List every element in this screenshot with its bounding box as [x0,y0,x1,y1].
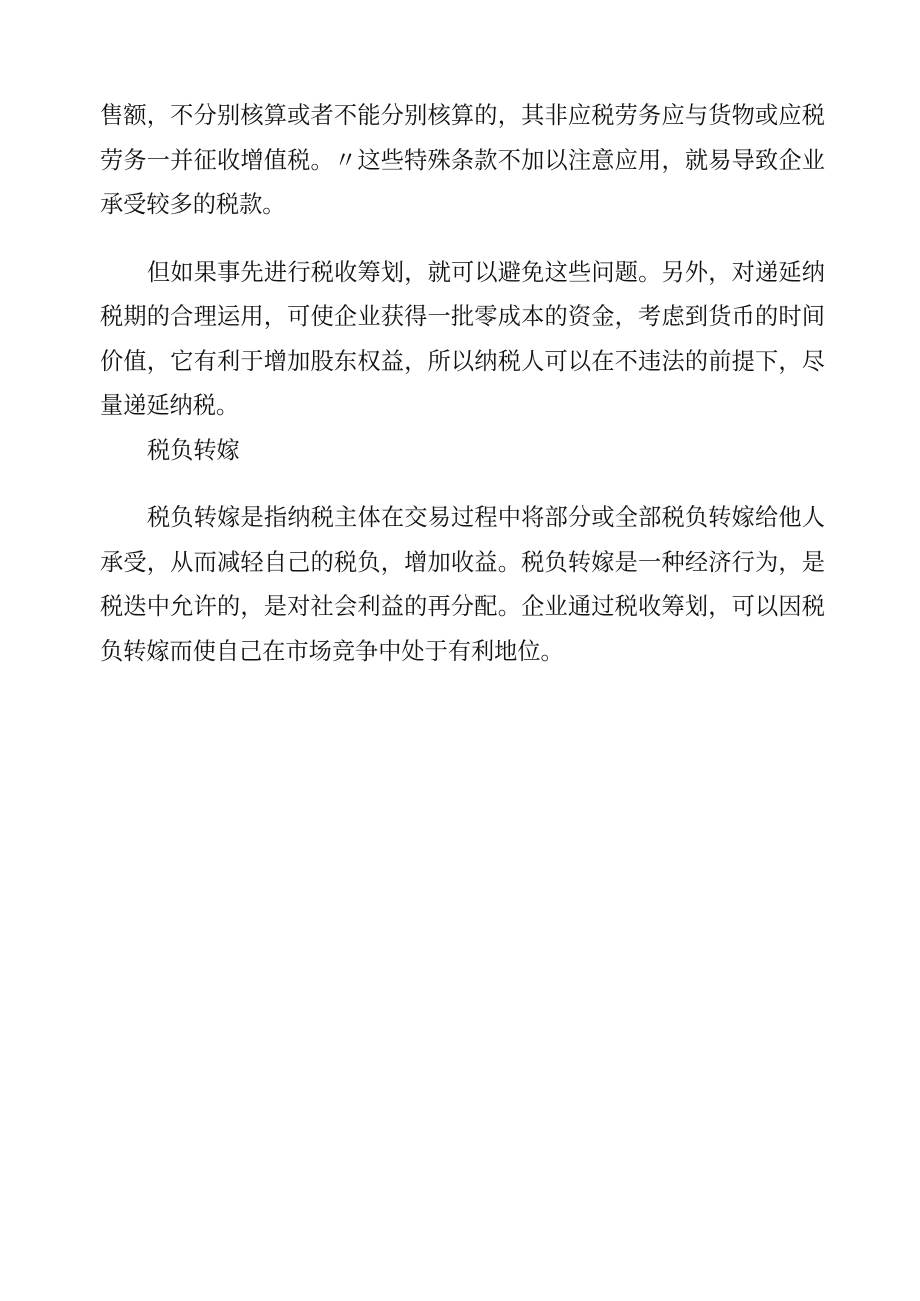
text-line: 税迭中允许的，是对社会利益的再分配。企业通过税收筹划，可以因税 [100,593,825,620]
text-line: 税期的合理运用，可使企业获得一批零成本的资金，考虑到货币的时间 [100,303,825,330]
paragraph-tax-shifting [100,496,825,674]
text-line: 负转嫁而使自己在市场竞争中处于有利地位。 [100,637,564,665]
text-line: 承受较多的税款。 [100,191,286,218]
text-line: 承受，从而减轻自己的税负，增加收益。税负转嫁是一种经济行为，是 [100,548,825,576]
text-line: 量递延纳税。 [100,392,240,419]
text-line: 售额，不分别核算或者不能分别核算的，其非应税劳务应与货物或应税 [100,102,825,129]
text-line: 价值，它有利于增加股东权益，所以纳税人可以在不违法的前提下，尽 [100,347,825,375]
text-line: 税负转嫁是指纳税主体在交易过程中将部分或全部税负转嫁给他人 [147,504,825,531]
paragraph-continued [100,94,825,228]
text-line: 但如果事先进行税收筹划，就可以避免这些问题。另外，对递延纳 [147,258,825,286]
text-line: 劳务一并征收增值税。〃这些特殊条款不加以注意应用，就易导致企业 [100,146,825,174]
paragraph-tax-planning [100,251,825,429]
document-page [100,94,825,674]
section-heading: 税负转嫁 [147,436,240,464]
